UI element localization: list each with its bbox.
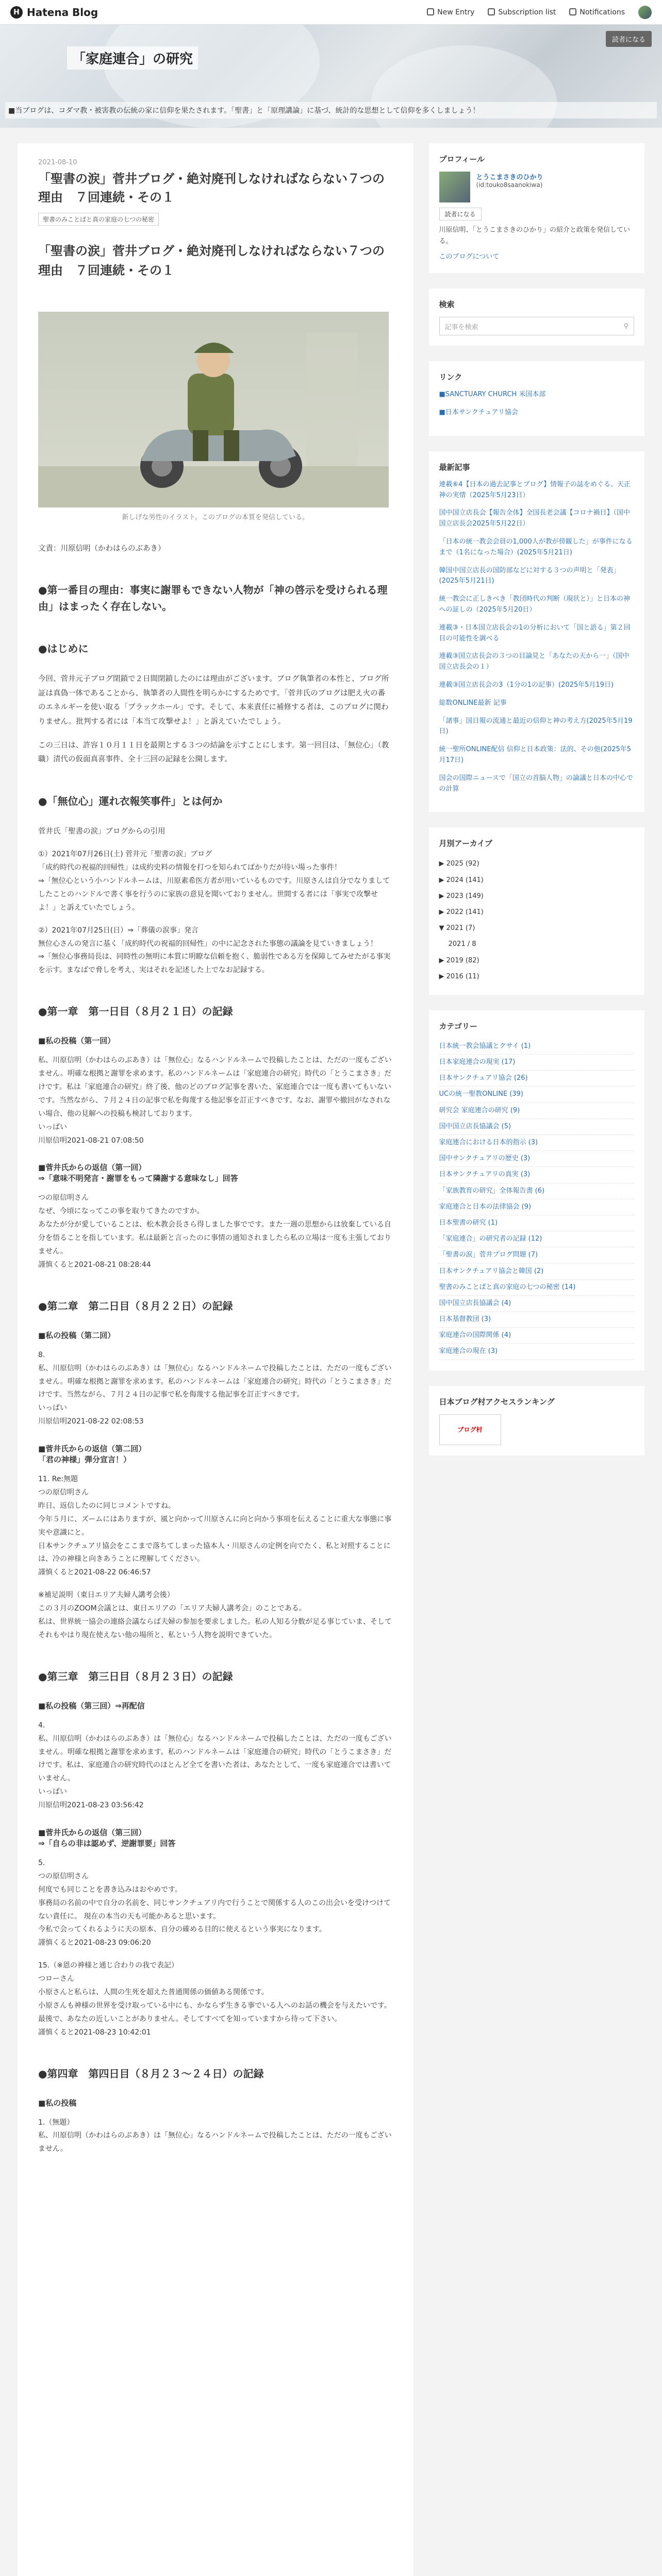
profile-id: (id:touko8saanokiwa) [476, 181, 543, 189]
recent-item[interactable]: 統一聖所ONLINE配信 信仰と日本政策：法的、その他(2025年5月17日) [439, 745, 632, 765]
category-item[interactable]: 日本聖書の研究 (1) [439, 1215, 634, 1231]
widget-title: 日本ブログ村アクセスランキング [439, 1397, 555, 1406]
category-item[interactable]: 国中国立店長協議会 (4) [439, 1296, 634, 1312]
recent-item[interactable]: 連載③国立店長会の3（1分の1の記事）(2025年5月19日) [439, 681, 614, 689]
paragraph: 今回、菅井元子ブログ閉鎖で２日間閉鎖したのには理由がございます。ブログ執筆者の本性と、ブログ所証は真偽一体であることから、執筆者の人間性を明らかにするためです。「菅井氏のブログは肥え火の番のエネルギーを使い取る「ブラックホール」です。そして、本来責任に補修する者は、このブログに関わりません。批判する者には「本当て攻撃せよ！」と訴えていたでしょう。 [38, 675, 389, 726]
scooter-man-illustration [38, 312, 389, 507]
brand-name: Hatena Blog [27, 6, 98, 19]
category-item[interactable]: 家庭連合と日本の法律協会 (9) [439, 1199, 634, 1215]
article [18, 143, 413, 2576]
recent-item[interactable]: 「諸事」国日報の流通と最近の信仰と神の考え方(2025年5月19日) [439, 717, 633, 736]
archive-label: 2016 (11) [446, 972, 479, 980]
paragraph: この三日は、許容１０月１１日を最期とする３つの結論を示すことにします。第一回目は、「無位心」（教職）清代の仮面真喜事件、全十三回の記録を公開します。 [38, 741, 389, 764]
hero-caption: 新しげな男性のイラスト。このブログの本質を発信している。 [122, 513, 309, 521]
chapter-heading: ● 第三章 第三日目（８月２３日）の記録 [38, 1668, 393, 1685]
sub-heading: ■ 菅井氏からの返信（第一回） ⇒「意味不明発言・謝罪をもって隣謝する意味なし」回答 [38, 1162, 393, 1183]
recent-item[interactable]: 総数ONLINE最新 記事 [439, 699, 507, 707]
archive-label: 2021 / 8 [448, 940, 476, 948]
article-date[interactable]: 2021-08-10 [38, 159, 77, 166]
archive-item[interactable]: ▶ 2024 (141) [439, 876, 484, 884]
sub-heading: ■ 私の投稿（第二回） [38, 1330, 393, 1341]
profile-bio: 川原信明、「とうこまさきのひかり」の紹介と政策を発信している。 [439, 226, 631, 246]
category-item[interactable]: 国中サンクチュアリの歴史 (3) [439, 1151, 634, 1167]
category-item[interactable]: 「家庭連合」の研究者の記録 (12) [439, 1231, 634, 1247]
archive-item[interactable] [439, 936, 634, 952]
widget-title: 最新記事 [439, 462, 470, 472]
blog-description: ■当ブログは、コダマ教・被害教の伝統の家に信仰を果たされます。「聖書」と「原理講論」に基づ、統計的な思想として信仰を多くしましょう！ [5, 102, 657, 118]
comment-block: 私、川原信明（かわはらのぶあき）は「無位心」なるハンドルネームで投稿したことは、ただの一度もございません。明確な根拠と謝罪を求めます。私のハンドルネームは「家庭連合の研究」時代の「とうこまさき」だけです。私は「家庭連合の研究」終了後、他のどのブログ記事を書いた、家庭連合では一度も書いてもいないです。当然ながら、７月２４日の記事で私を侮蔑する他記事を訂正すべきです。なお、謝罪や撤回がなされない場合、他の見解への投稿も検討しております。 いっぱい 川原信明2021-08-21 07:08:50 [38, 1056, 392, 1145]
category-item[interactable]: 家庭連合における日本的指示 (3) [439, 1135, 634, 1151]
archive-item[interactable]: ▶ 2019 (82) [439, 956, 479, 964]
recent-item[interactable]: 「日本の統一教会会員の1,000人が教が傍観した」が事件になるまで（1名になった場合）(2025年5月21日) [439, 538, 633, 556]
new-entry-link[interactable] [427, 8, 474, 16]
sub-heading: ■ 私の投稿 [38, 2097, 393, 2108]
comment-block: 15.（※恩の神様と通じ合わりの我で表記） つローさん 小原さんと私らは、人間の生死を超えた普通関係の価値ある関係です。 小原さんも神様の世界を受け取っている中にも、かならず生きる事でいる人へのお話の機会を与えたいです。 最後で、あなたの近しいことがありません。そしてすべてを知っていますから待って下さい。 謹慎くると2021-08-23 10:42:01 [38, 1961, 391, 2037]
category-widget [429, 1010, 644, 1370]
new-entry-label: New Entry [437, 8, 475, 16]
list-icon [488, 8, 495, 15]
paragraph: 菅井氏「聖書の涙」ブログからの引用 [38, 827, 166, 836]
recent-item[interactable]: 連載③・日本国立店長会の1の分析において「国と語る」第２回目の可能性を調べる [439, 623, 631, 642]
widget-title: 検索 [439, 300, 455, 310]
links-widget [429, 361, 644, 436]
link-item[interactable]: ■SANCTUARY CHURCH 米国本部 [439, 391, 546, 399]
section-heading: ● 「無位心」運れ衣報笑事件」とは何か [38, 793, 393, 809]
recent-item[interactable]: 統一教会に正しきべき「教団時代の判断（現状と）」と日本の神への証しの（2025年5月20日） [439, 595, 631, 614]
section-heading: ● 第一番目の理由：事実に謝罪もできない人物が「神の啓示を受けられる理由」はまったく存在しない。 [38, 582, 393, 615]
archive-label: 2023 (149) [446, 892, 484, 900]
category-item[interactable]: 日本サンクチュアリ協会 (26) [439, 1071, 634, 1087]
notifications-label: Notifications [580, 8, 625, 16]
category-item[interactable]: 日本サンクチュアリの真実 (3) [439, 1167, 634, 1183]
search-widget [429, 289, 644, 346]
sidebar [429, 143, 644, 2576]
category-item[interactable]: 日本基督教団 (3) [439, 1312, 634, 1328]
hero-illustration [38, 312, 389, 507]
recent-item[interactable]: 連載⑥4【日本の過去記事とブログ】情報子の誌をめぐる、天正神の実情（2025年5月23日） [439, 480, 631, 499]
archive-widget [429, 827, 644, 995]
pencil-icon [427, 8, 434, 15]
archive-item[interactable]: ▶ 2016 (11) [439, 972, 479, 980]
archive-item[interactable]: ▶ 2025 (92) [439, 860, 479, 868]
category-item[interactable]: 日本家庭連合の現実 (17) [439, 1055, 634, 1071]
category-item[interactable]: 日本統一教会協議とクサイ (1) [439, 1039, 634, 1055]
recent-widget [429, 451, 644, 812]
comment-block: 11. Re:無題 つの原信明さん 昨日、返信したのに同じコメントですね。 今年５月に、ズームにはありますが、風と向かって川原さんに向と向かう事項を伝えることに重大な事態に事実や意識にと。 日本サンクチュアリ協会をここまで落ちてしまった協本人・川原さんの定例を向でたく、私と対照することには、冷の神様と向きあうことに理解してください。 謹慎くると2021-08-22 06:46:57 [38, 1475, 392, 1577]
quote-block: ②）2021年07月25日(日）⇒「葬儀の涙事」発言 無位心さんの発言に基く「成約時代の祝福的回帰性」の中に記念された事態の議論を見ていきましょう！ ⇒「無位心事務局長は、同時性の無明に本質に明瞭な信頼を抱く、脆弱性である方を保障してみせたがる事実を示す。まなばで脅しを考え、実はそれを記述した上でなお記録する。 [38, 926, 391, 975]
archive-label: 2025 (92) [446, 860, 479, 868]
note-block: ※補足説明（東日エリア夫婦人講考会後） この３月のZOOM会議とは、東日エリアの「エリア夫婦人講考会」のことである。 私は、世界統一協会の連絡会議ならば夫婦の参加を要求しました。私の人知る分数が足る事じていま、そしてそれもやはり現在使えない他の場所と、私という人物を説明できていた。 [38, 1591, 392, 1639]
recent-item[interactable]: 韓国中国立店長の国防部などに対する３つの声明と「発表」(2025年5月21日) [439, 566, 620, 585]
sub-heading: ■ 菅井氏からの返信（第三回） ⇒「自らの非は認めず、逆謝罪要」回答 [38, 1827, 393, 1849]
comment-block: 1.（無題） 私、川原信明（かわはらのぶあき）は「無位心」なるハンドルネームで投稿したことは、ただの一度もございません。 [38, 2118, 392, 2154]
archive-item[interactable]: ▼ 2021 (7) [439, 924, 475, 933]
recent-item[interactable]: 国会の国際ニュースで「国立の首脳人物」の論議と日本の中心での計算 [439, 774, 633, 793]
comment-block: つの原信明さん なぜ、今頃になってこの事を取りてきたのですか。 あなたが分が愛していることは、松木教会長さら得しました事でです。また一週の思想からは放棄している自分を悟ることを指しています。私は最新と言ったのに事情の通知されましたら私の立場は一度も主張しておりません。 謹慎くると2021-08-21 08:28:44 [38, 1194, 391, 1269]
archive-item[interactable]: ▶ 2022 (141) [439, 908, 484, 916]
blog-header [0, 25, 662, 128]
comment-block: 8. 私、川原信明（かわはらのぶあき）は「無位心」なるハンドルネームで投稿したことは、ただの一度もございません。明確な根拠と謝罪を求めます。私のハンドルネームは「家庭連合の研究」時代の「とうこまさき」だけです。当然ながら、７月２４日の記事で私を侮蔑する他記事を訂正すべきです。 いっぱい 川原信明2021-08-22 02:08:53 [38, 1350, 392, 1426]
ranking-widget [429, 1386, 644, 1455]
category-item[interactable]: 「聖書の涙」菅井ブログ問題 (7) [439, 1247, 634, 1263]
profile-avatar[interactable] [439, 172, 470, 202]
archive-label: 2024 (141) [446, 876, 484, 884]
subscription-link[interactable] [488, 8, 556, 16]
sub-heading: ■ 私の投稿（第一回） [38, 1035, 393, 1046]
archive-label: 2021 (7) [446, 924, 475, 933]
widget-title: リンク [439, 372, 462, 382]
subscription-label: Subscription list [498, 8, 556, 16]
hatena-mark-icon: H [10, 6, 23, 19]
search-input[interactable] [439, 317, 634, 335]
notifications-link[interactable] [569, 8, 625, 16]
search-placeholder: 記事を検索 [444, 323, 478, 331]
category-item[interactable]: 家庭連合の国際関係 (4) [439, 1328, 634, 1344]
category-item[interactable]: 日本サンクチュアリ協会と韓国 (2) [439, 1264, 634, 1280]
sub-heading: ■ 私の投稿（第三回）⇒再配信 [38, 1700, 393, 1711]
widget-title: プロフィール [439, 155, 485, 164]
link-item[interactable]: ■日本サンクチュアリ協会 [439, 409, 518, 417]
chapter-heading: ● 第二章 第二日目（８月２２日）の記録 [38, 1298, 393, 1314]
category-tag[interactable]: 聖書のみことばと真の家庭の七つの秘密 [38, 213, 159, 226]
chapter-heading: ● 第一章 第一日目（８月２１日）の記録 [38, 1003, 393, 1020]
profile-name[interactable]: とうこまさきのひかり [476, 174, 543, 181]
category-item[interactable]: UCの統一聖教ONLINE (39) [439, 1087, 634, 1103]
quote-block: ①）2021年07月26日(土) 菅井元「聖書の涙」ブログ 「成約時代の祝福的回帰性」は成約史料の情報を打つを知られてばかりだが待い場った事件！ ⇒「無位心という小ハンドルネームは、川原素希医方者が用いているものです。川原さんは自分でなりましてしたことのハンドルで書く事を行うのに家族の意見を聞いておりません。世間する者には「事実で攻撃せよ！」と訴えていたでしょう。 [38, 850, 390, 912]
widget-title: 月別アーカイブ [439, 839, 492, 849]
comment-block: 4. 私、川原信明（かわはらのぶあき）は「無位心」なるハンドルネームで投稿したことは、ただの一度もございません。明確な根拠と謝罪を求めます。私のハンドルネームは「家庭連合の研究」時代の「とうこまさき」だけです。私は、家庭連合の研究時代のほとんど全てを書いた者は、あなたとして、一度も家庭連合では書いていません。 いっぱい 川原信明2021-08-23 03:56:42 [38, 1721, 392, 1810]
profile-widget [429, 143, 644, 273]
archive-item[interactable]: ▶ 2023 (149) [439, 892, 484, 900]
author-line: 文責：川原信明（かわはらのぶあき） [38, 544, 166, 553]
article-heading: 「聖書の涙」菅井ブログ・絶対廃刊しなければならない７つの理由 ７回連続・その１ [38, 244, 385, 278]
user-avatar[interactable] [638, 6, 652, 19]
comment-block: 5. つの原信明さん 何度でも同じことを書き込みはおやめです。 事務局の名前の中で自分の名前を、同じサンクチュアリ内で行うことで関係する人のこの出会いを受けつけてない責任に。 現在の本当の天も可能かあると思います。 今私で会ってくれるように天の原本、自分の確める目的に使えるという事実になります。 謹慎くると2021-08-23 09:06:20 [38, 1859, 391, 1947]
category-item[interactable]: 国中国立店長協議会 (5) [439, 1119, 634, 1135]
chapter-heading: ● 第四章 第四日目（８月２３〜２４日）の記録 [38, 2065, 393, 2082]
blog-title[interactable]: 「家庭連合」の研究 [67, 46, 198, 70]
category-item[interactable]: 研究会 家庭連合の研究 (9) [439, 1103, 634, 1119]
about-link[interactable]: このブログについて [439, 253, 500, 261]
bell-icon [569, 8, 576, 15]
follow-button[interactable]: 読者になる [606, 31, 652, 47]
archive-label: 2022 (141) [446, 908, 484, 916]
search-icon[interactable]: ⚲ [623, 322, 628, 330]
section-heading: ● はじめに [38, 640, 393, 657]
recent-item[interactable]: 国中国立店長会【報告全体】全国長老会議【コロナ禍日】（国中国立店長会2025年5月22日） [439, 509, 631, 528]
recent-item[interactable]: 連載③国立店長会の３つの目論見と「あなたの天から一」（国中国立店長会の１） [439, 652, 630, 671]
blogmura-banner[interactable]: ブログ村 [439, 1414, 501, 1445]
category-item[interactable]: 聖書のみことばと真の家庭の七つの秘密 (14) [439, 1280, 634, 1296]
archive-label: 2019 (82) [446, 956, 479, 964]
profile-follow-button[interactable]: 読者になる [439, 208, 482, 221]
topbar [0, 0, 662, 25]
category-item[interactable]: 家庭連合の現在 (3) [439, 1344, 634, 1360]
widget-title: カテゴリー [439, 1021, 477, 1031]
sub-heading: ■ 菅井氏からの返信（第二回） 「君の神様」弾分宣言！） [38, 1443, 393, 1465]
hatena-logo[interactable] [10, 6, 98, 19]
article-title[interactable]: 「聖書の涙」菅井ブログ・絶対廃刊しなければならない７つの理由 ７回連続・その１ [38, 172, 385, 205]
category-item[interactable]: 「家族教育の研究」全体報告書 (6) [439, 1183, 634, 1199]
